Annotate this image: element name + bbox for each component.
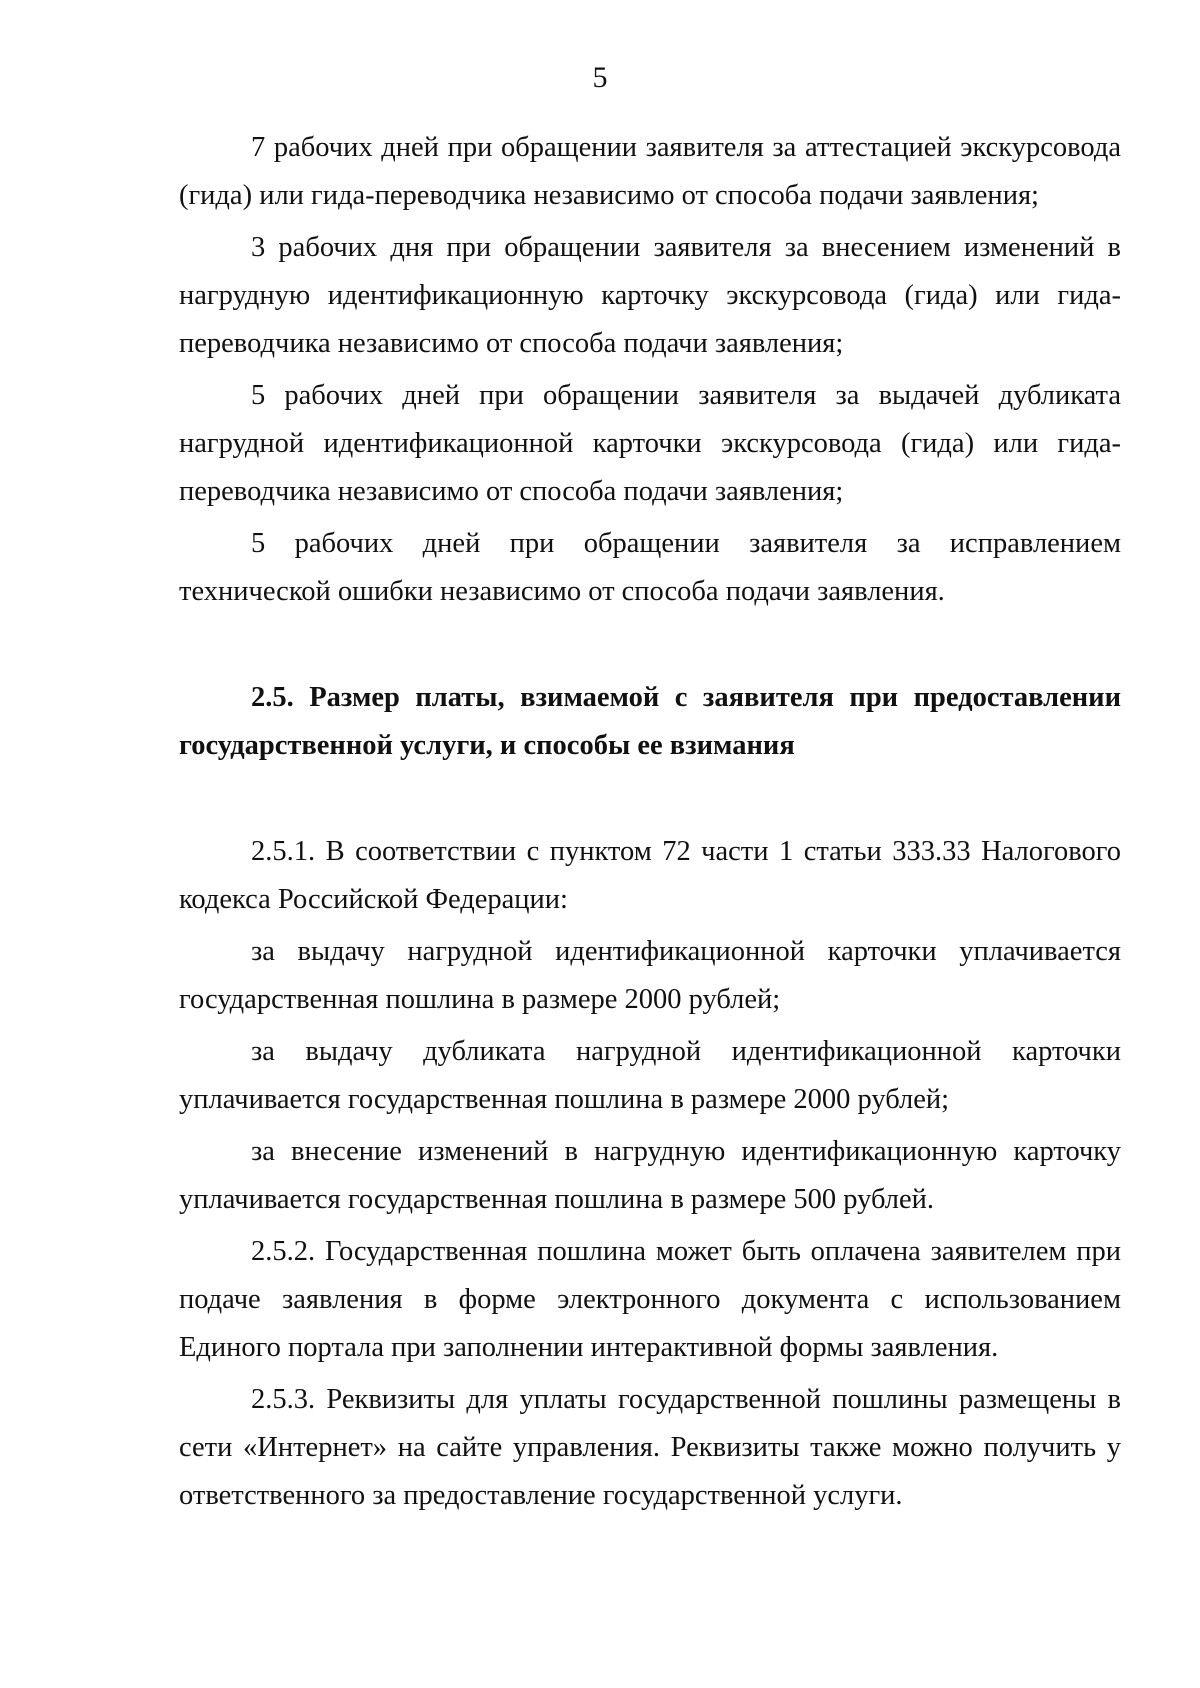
- paragraph-changes-term: 3 рабочих дня при обращении заявителя за внесением изменений в нагрудную идентификационную карточку экскурсовода (гида) или гида-переводчика независимо от способа подачи заявления;: [179, 232, 1121, 359]
- paragraph-fee-duplicate: за выдачу дубликата нагрудной идентификационной карточки уплачивается государственная пошлина в размере 2000 рублей;: [179, 1036, 1121, 1115]
- paragraph-error-fix-term: 5 рабочих дней при обращении заявителя за исправлением технической ошибки независимо от способа подачи заявления.: [179, 528, 1121, 607]
- page-number: 5: [592, 61, 608, 94]
- paragraph-attestation-term: 7 рабочих дней при обращении заявителя за аттестацией экскурсовода (гида) или гида-переводчика независимо от способа подачи заявления;: [179, 132, 1121, 211]
- document-body: [179, 124, 1121, 1524]
- section-heading: 2.5. Размер платы, взимаемой с заявителя при предоставлении государственной услуги, и способы ее взимания: [179, 682, 1121, 761]
- paragraph-fee-changes: за внесение изменений в нагрудную идентификационную карточку уплачивается государственная пошлина в размере 500 рублей.: [179, 1136, 1121, 1215]
- paragraph-duplicate-term: 5 рабочих дней при обращении заявителя за выдачей дубликата нагрудной идентификационной карточки экскурсовода (гида) или гида-переводчика независимо от способа подачи заявления;: [179, 380, 1121, 507]
- paragraph-2-5-2: 2.5.2. Государственная пошлина может быть оплачена заявителем при подаче заявления в форме электронного документа с использованием Единого портала при заполнении интерактивной формы заявления.: [179, 1236, 1121, 1363]
- paragraph-2-5-3: 2.5.3. Реквизиты для уплаты государственной пошлины размещены в сети «Интернет» на сайте управления. Реквизиты также можно получить у ответственного за предоставление государственной услуги.: [179, 1384, 1121, 1511]
- paragraph-fee-issuance: за выдачу нагрудной идентификационной карточки уплачивается государственная пошлина в размере 2000 рублей;: [179, 936, 1121, 1015]
- paragraph-2-5-1: 2.5.1. В соответствии с пунктом 72 части 1 статьи 333.33 Налогового кодекса Российской Федерации:: [179, 836, 1121, 915]
